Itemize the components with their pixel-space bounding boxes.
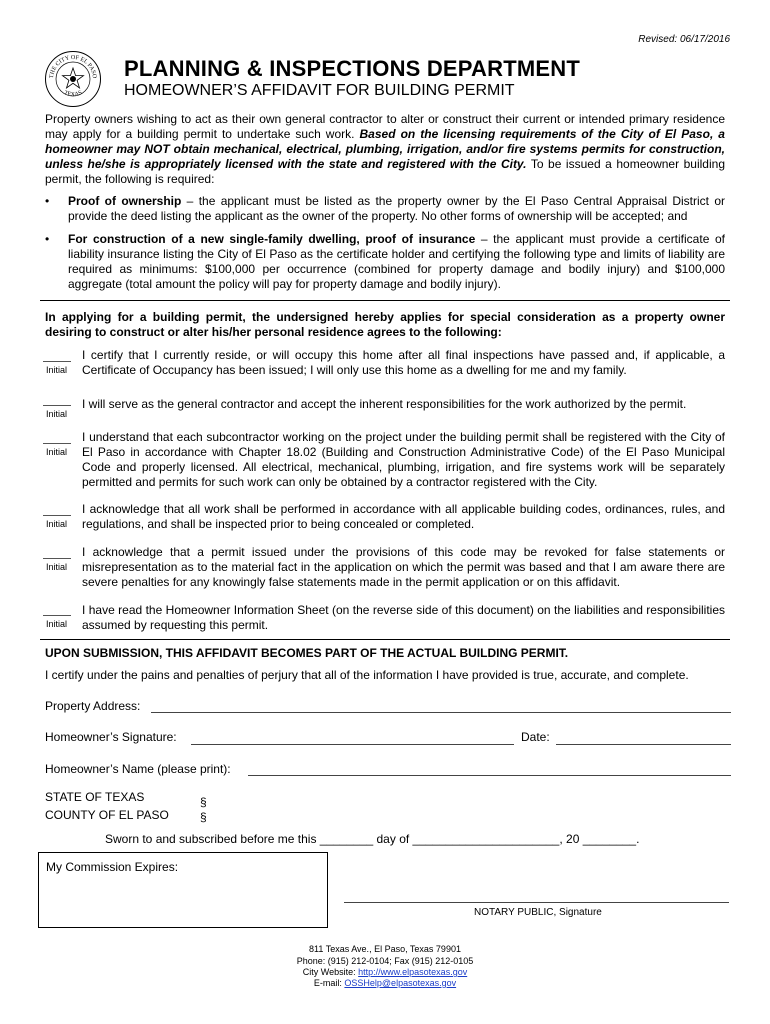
initial-label: Initial (46, 447, 68, 457)
seal-top-text: THE CITY OF EL PASO (48, 54, 98, 79)
website-link[interactable]: http://www.elpasotexas.gov (358, 967, 468, 977)
initial-label: Initial (46, 519, 68, 529)
county-label: COUNTY OF EL PASO (45, 808, 169, 822)
commission-label: My Commission Expires: (46, 860, 179, 874)
initial-field-5[interactable] (43, 558, 71, 559)
property-address-label: Property Address: (45, 699, 141, 713)
initial-label: Initial (46, 365, 68, 375)
submission-notice: UPON SUBMISSION, THIS AFFIDAVIT BECOMES PART OF THE ACTUAL BUILDING PERMIT. (45, 646, 569, 660)
date-field[interactable] (556, 744, 731, 745)
initial-field-6[interactable] (43, 615, 71, 616)
city-seal-icon (44, 50, 102, 108)
bullet-icon: • (45, 194, 50, 208)
website-label: City Website: (302, 967, 359, 977)
requirement-title: Proof of ownership (68, 194, 182, 208)
certification-3: I understand that each subcontractor working on the project under the building permit shall be registered with the City of El Paso in accordance with Chapter 18.02 (Building and Construction Administrative Code) of the El Paso Municipal Code and properly licensed. All electrical, mechanical, plumbing, irrigation, and fire systems work will be separately permitted and permits for such work can only be obtained by a contractor registered with the City. (82, 430, 725, 489)
bullet-icon: • (45, 232, 50, 246)
notary-signature-field[interactable] (344, 902, 729, 903)
date-label: Date: (521, 730, 550, 744)
footer-email (0, 978, 770, 989)
footer-phone: Phone: (915) 212-0104; Fax (915) 212-0105 (296, 956, 474, 966)
requirement-text: – the applicant must provide a certificate of liability insurance listing the City of El Paso as the certificate holder and certifying the following type and limits of liability are required as minimums: $100,000 per occurrence (combined for property damage and bodily injury) and $100,000 aggregate (total amount the policy will pay for property damage and bodily injury). (68, 232, 725, 291)
perjury-statement: I certify under the pains and penalties of perjury that all of the information I have provided is true, accurate, and complete. (45, 668, 689, 682)
intro-paragraph (45, 112, 725, 187)
certification-5: I acknowledge that a permit issued under the provisions of this code may be revoked for false statements or misrepresentation as to the material fact in the application on which the permit was based and that I am aware there are severe penalties for any knowingly false statements made in the permit application or on this affidavit. (82, 545, 725, 589)
divider (40, 300, 730, 301)
certification-6: I have read the Homeowner Information Sheet (on the reverse side of this document) on the liabilities and responsibilities assumed by requesting this permit. (82, 603, 725, 632)
certification-4: I acknowledge that all work shall be performed in accordance with all applicable building codes, ordinances, rules, and regulations, and shall be inspected prior to being concealed or completed. (82, 502, 725, 531)
section-symbol: § (200, 795, 207, 809)
initial-label: Initial (46, 409, 68, 419)
intro-emphasis: Based on the licensing requirements of the City of El Paso, a homeowner may NOT obtain mechanical, electrical, plumbing, irrigation, and/or fire systems permits for construction, unless he/she is appropriately licensed with the state and registered with the City. (45, 127, 725, 171)
requirement-ownership (45, 194, 725, 224)
revised-date: Revised: 06/17/2016 (638, 34, 730, 45)
initial-field-1[interactable] (43, 361, 71, 362)
homeowner-signature-field[interactable] (191, 744, 514, 745)
homeowner-name-field[interactable] (248, 775, 731, 776)
certification-2: I will serve as the general contractor and accept the inherent responsibilities for the work authorized by the permit. (82, 397, 687, 411)
agreement-heading: In applying for a building permit, the undersigned hereby applies for special consideration as a property owner desiring to construct or alter his/her personal residence agrees to the following: (45, 310, 725, 339)
email-link[interactable]: OSSHelp@elpasotexas.gov (344, 978, 457, 988)
section-symbol: § (200, 810, 207, 824)
seal-bottom-text: TEXAS (62, 89, 84, 99)
requirement-title: For construction of a new single-family dwelling, proof of insurance (68, 232, 476, 246)
intro-tail: To be issued a homeowner building permit, the following is required: (45, 157, 725, 186)
notary-signature-label: NOTARY PUBLIC, Signature (474, 907, 602, 918)
sworn-statement: Sworn to and subscribed before me this ________ day of ______________________, 20 ________. (105, 832, 640, 846)
initial-field-3[interactable] (43, 443, 71, 444)
initial-label: Initial (46, 619, 68, 629)
requirements-list (45, 194, 725, 292)
initial-field-2[interactable] (43, 405, 71, 406)
footer-address: 811 Texas Ave., El Paso, Texas 79901 (309, 944, 461, 954)
intro-text: Property owners wishing to act as their own general contractor to alter or construct their current or intended primary residence may apply for a building permit to undertake such work. (45, 112, 725, 141)
certification-1: I certify that I currently reside, or will occupy this home after all final inspections have passed and, if applicable, a Certificate of Occupancy has been issued; I will only use this home as a dwelling for me and my family. (82, 348, 725, 377)
requirement-insurance (45, 232, 725, 292)
email-label: E-mail: (313, 978, 345, 988)
initial-field-4[interactable] (43, 515, 71, 516)
state-label: STATE OF TEXAS (45, 790, 145, 804)
divider (40, 639, 730, 640)
commission-box[interactable] (38, 852, 328, 928)
footer-website (0, 967, 770, 978)
page-title: PLANNING & INSPECTIONS DEPARTMENT (124, 56, 580, 81)
page-subtitle: HOMEOWNER’S AFFIDAVIT FOR BUILDING PERMIT (124, 82, 515, 99)
homeowner-signature-label: Homeowner’s Signature: (45, 730, 177, 744)
property-address-field[interactable] (151, 712, 731, 713)
initial-label: Initial (46, 562, 68, 572)
homeowner-name-label: Homeowner’s Name (please print): (45, 762, 231, 776)
requirement-text: – the applicant must be listed as the property owner by the El Paso Central Appraisal District or provide the deed listing the applicant as the owner of the property. No other forms of ownership will be accepted; and (68, 194, 725, 223)
